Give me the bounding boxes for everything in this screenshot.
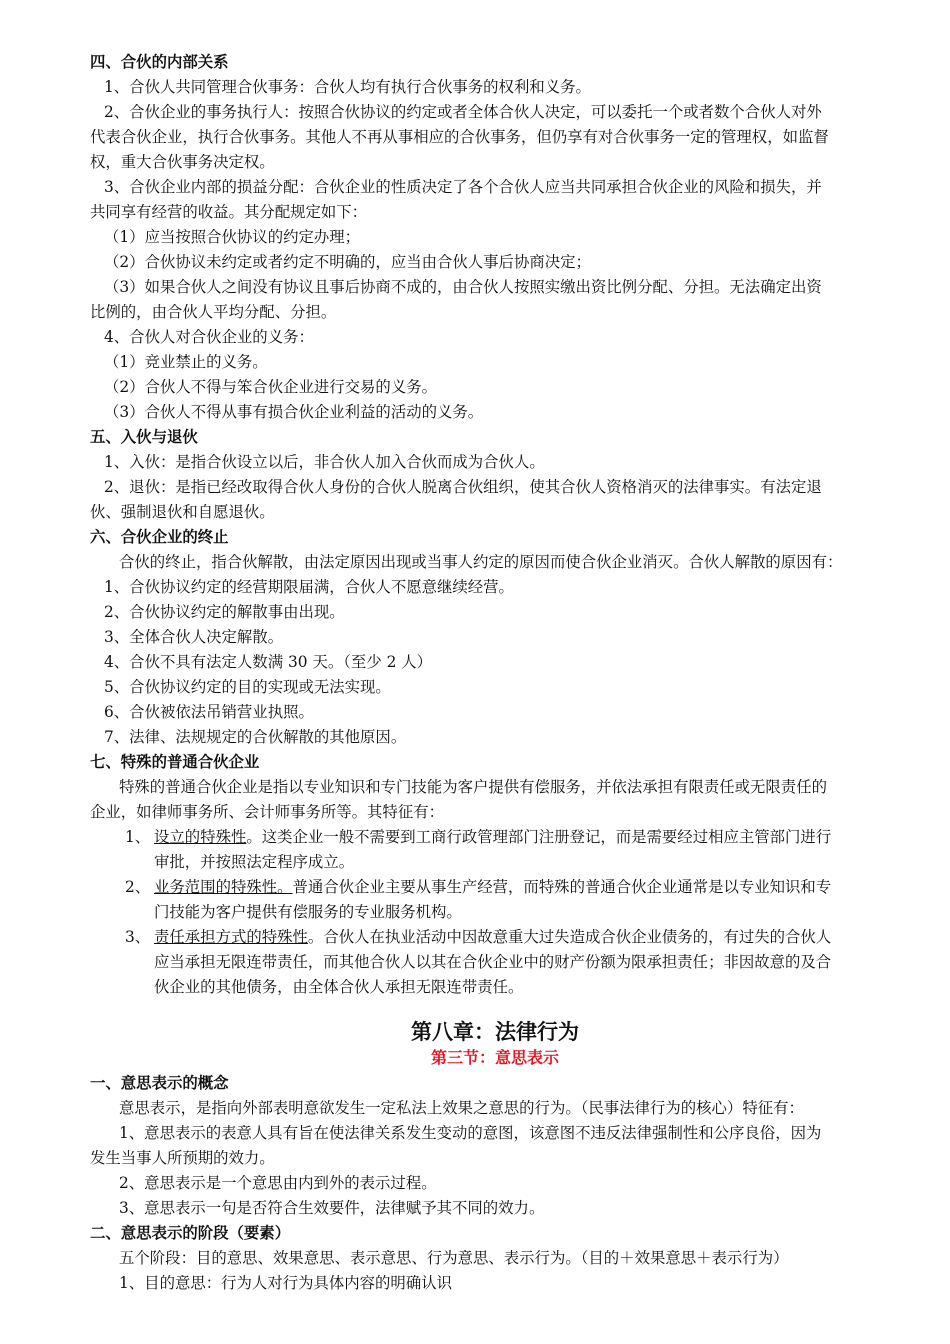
feature-term: 设立的特殊性 [154,828,247,846]
paragraph: 发生当事人所预期的效力。 [90,1149,275,1167]
feature-number: 2、 [125,878,151,896]
feature-text: 。合伙人在执业活动中因故意重大过失造成合伙企业债务的，有过失的合伙人 [307,928,832,946]
feature-item [90,875,900,900]
section-partnership [90,50,900,1000]
section-subtitle: 第三节：意思表示 [430,1048,559,1067]
heading-concept: 一、意思表示的概念 [90,1074,229,1092]
heading-internal-relations: 四、合伙的内部关系 [90,53,229,71]
list-item: （2）合伙协议未约定或者约定不明确的，应当由合伙人事后协商决定； [104,253,591,271]
paragraph: 共同享有经营的收益。其分配规定如下： [90,203,368,221]
paragraph: 1、入伙：是指合伙设立以后，非合伙人加入合伙而成为合伙人。 [104,453,545,471]
list-item: （3）如果合伙人之间没有协议且事后协商不成的，由合伙人按照实缴出资比例分配、分担。无法确定出资 [104,278,822,296]
paragraph: 1、合伙人共同管理合伙事务：合伙人均有执行合伙事务的权利和义务。 [104,78,591,96]
section-declaration [90,1071,900,1296]
feature-term: 业务范围的特殊性。 [154,878,293,896]
feature-text: 普通合伙企业主要从事生产经营，而特殊的普通合伙企业通常是以专业知识和专 [292,878,832,896]
paragraph: 特殊的普通合伙企业是指以专业知识和专门技能为客户提供有偿服务，并依法承担有限责任或无限责任的 [119,778,827,796]
feature-number: 1、 [125,828,151,846]
chapter-header [90,1017,900,1069]
feature-item [90,925,900,950]
heading-special-partnership: 七、特殊的普通合伙企业 [90,753,260,771]
heading-termination: 六、合伙企业的终止 [90,528,229,546]
list-item: 6、合伙被依法吊销营业执照。 [104,703,314,721]
paragraph: 五个阶段：目的意思、效果意思、表示意思、行为意思、表示行为。（目的＋效果意思＋表示行为） [119,1249,789,1267]
paragraph: 2、退伙：是指已经改取得合伙人身份的合伙人脱离合伙组织，使其合伙人资格消灭的法律事实。有法定退 [104,478,822,496]
paragraph: 比例的，由合伙人平均分配、分担。 [90,303,337,321]
heading-stages: 二、意思表示的阶段（要素） [90,1224,291,1242]
paragraph: 伙、强制退伙和自愿退伙。 [90,503,275,521]
paragraph: 意思表示，是指向外部表明意欲发生一定私法上效果之意思的行为。（民事法律行为的核心）特征有： [119,1099,804,1117]
feature-continuation: 审批，并按照法定程序成立。 [154,853,355,871]
paragraph: 4、合伙人对合伙企业的义务： [104,328,314,346]
feature-text: 。这类企业一般不需要到工商行政管理部门注册登记，而是需要经过相应主管部门进行 [246,828,832,846]
paragraph: 3、意思表示一句是否符合生效要件，法律赋予其不同的效力。 [119,1199,545,1217]
paragraph: 企业，如律师事务所、会计师事务所等。其特征有： [90,803,444,821]
list-item: （1）竞业禁止的义务。 [104,353,268,371]
paragraph: 2、意思表示是一个意思由内到外的表示过程。 [119,1174,437,1192]
list-item: （3）合伙人不得从事有损合伙企业利益的活动的义务。 [104,403,484,421]
list-item: （1）应当按照合伙协议的约定办理； [104,228,361,246]
chapter-title: 第八章：法律行为 [411,1019,579,1044]
feature-term: 责任承担方式的特殊性 [154,928,308,946]
feature-continuation: 伙企业的其他债务，由全体合伙人承担无限连带责任。 [154,978,524,996]
feature-item [90,825,900,850]
list-item: 4、合伙不具有法定人数满 30 天。（至少 2 人） [104,653,433,671]
list-item: 5、合伙协议约定的目的实现或无法实现。 [104,678,391,696]
list-item: （2）合伙人不得与笨合伙企业进行交易的义务。 [104,378,437,396]
paragraph: 1、意思表示的表意人具有旨在使法律关系发生变动的意图，该意图不违反法律强制性和公序良俗，因为 [119,1124,822,1142]
heading-admission-withdrawal: 五、入伙与退伙 [90,428,198,446]
paragraph: 合伙的终止，指合伙解散，由法定原因出现或当事人约定的原因而使合伙企业消灭。合伙人解散的原因有： [119,553,843,571]
list-item: 7、法律、法规规定的合伙解散的其他原因。 [104,728,407,746]
paragraph: 代表合伙企业，执行合伙事务。其他人不再从事相应的合伙事务，但仍享有对合伙事务一定的管理权，如监督 [90,128,829,146]
paragraph: 权，重大合伙事务决定权。 [90,153,275,171]
paragraph: 3、合伙企业内部的损益分配：合伙企业的性质决定了各个合伙人应当共同承担合伙企业的风险和损失，并 [104,178,822,196]
paragraph: 2、合伙企业的事务执行人：按照合伙协议的约定或者全体合伙人决定，可以委托一个或者数个合伙人对外 [104,103,822,121]
list-item: 2、合伙协议约定的解散事由出现。 [104,603,345,621]
list-item: 1、合伙协议约定的经营期限届满，合伙人不愿意继续经营。 [104,578,514,596]
list-item: 3、全体合伙人决定解散。 [104,628,284,646]
feature-continuation: 门技能为客户提供有偿服务的专业服务机构。 [154,903,462,921]
feature-continuation: 应当承担无限连带责任，而其他合伙人以其在合伙企业中的财产份额为限承担责任；非因故意的及合 [154,953,832,971]
paragraph: 1、目的意思：行为人对行为具体内容的明确认识 [119,1274,452,1292]
feature-number: 3、 [125,928,151,946]
